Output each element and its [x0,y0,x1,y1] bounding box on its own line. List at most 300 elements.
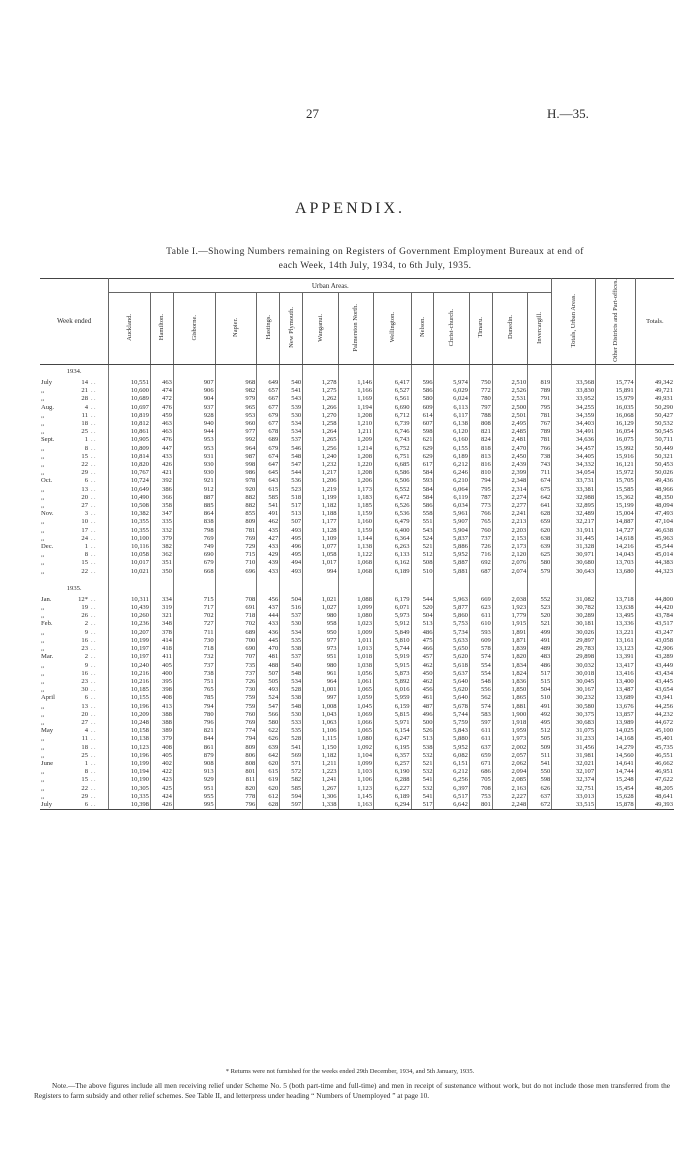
day-cell: 6 [84,694,89,702]
value-cell: 977 [215,428,257,436]
value-cell: 1,182 [303,502,338,510]
value-cell: 475 [411,637,434,645]
value-cell: 921 [173,477,215,485]
table-row [40,551,674,559]
value-cell: 462 [411,678,434,686]
value-cell: 44,672 [654,718,673,726]
value-cell: 766 [528,445,552,453]
value-cell: 15,248 [596,776,636,784]
value-cell: 6,155 [434,445,469,453]
value-cell: 1,150 [303,744,338,752]
value-cell: 951 [303,653,338,661]
value-cell: 6,506 [374,477,412,485]
value-cell: 14,641 [596,760,636,768]
value-cell: 15,916 [596,453,636,461]
value-cell: 982 [215,387,257,395]
value-cell: 43,058 [654,636,673,644]
value-cell: 645 [257,469,280,477]
value-cell: 435 [257,527,280,535]
table-row [40,379,674,387]
value-cell: 44,383 [654,559,673,567]
value-cell: 13,703 [596,559,636,567]
value-cell: 538 [280,694,303,702]
value-cell: 626 [528,785,552,793]
value-cell: 6,357 [374,752,412,760]
leader-dots: . . [90,420,109,428]
month-cell: ,, [41,677,45,685]
value-cell: 10,724 [109,477,151,485]
value-cell: 10,209 [109,711,151,719]
value-cell: 10,185 [109,686,151,694]
value-cell: 49,436 [654,477,673,485]
value-cell: 614 [411,412,434,420]
month-cell: July [40,801,67,810]
value-cell: 597 [469,719,492,727]
leader-dots: . . [90,645,109,653]
value-cell: 50,532 [654,420,673,428]
value-cell: 49,721 [654,387,673,395]
value-cell: 669 [469,596,492,604]
value-cell: 6,029 [434,387,469,395]
caption-line-1: Table I.—Showing Numbers remaining on Registers of Government Employment Bureaux at end of [166,247,584,257]
value-cell: 6,690 [374,404,412,412]
month-cell: ,, [41,604,45,612]
leader-dots: . . [90,735,109,743]
value-cell: 1,185 [338,502,373,510]
value-cell: 5,618 [434,662,469,670]
value-cell: 5,744 [434,711,469,719]
value-cell: 1,900 [492,711,527,719]
value-cell: 702 [215,620,257,628]
value-cell: 6,552 [374,486,412,494]
value-cell: 6,288 [374,776,412,784]
value-cell: 1,262 [303,395,338,403]
value-cell: 571 [280,760,303,768]
value-cell: 907 [173,379,215,387]
value-cell: 551 [411,518,434,526]
value-cell: 48,966 [654,485,673,493]
value-cell: 14,168 [596,735,636,743]
value-cell: 995 [173,801,215,810]
value-cell: 1,973 [492,735,527,743]
value-cell: 1,959 [492,727,527,735]
town-header-nelson: Nelson. [411,293,434,365]
value-cell: 5,904 [434,527,469,535]
value-cell: 34,255 [552,404,596,412]
value-cell: 6,120 [434,428,469,436]
value-cell: 46,551 [654,751,673,759]
day-cell: 17 [81,526,89,534]
value-cell: 940 [173,420,215,428]
value-cell: 1,182 [303,752,338,760]
value-cell: 913 [173,768,215,776]
value-cell: 977 [303,637,338,645]
value-cell: 2,163 [492,785,527,793]
value-cell: 50,026 [654,469,673,477]
value-cell: 424 [150,793,173,801]
value-cell: 855 [215,510,257,518]
day-cell: 12* [78,595,89,603]
value-cell: 5,753 [434,620,469,628]
value-cell: 968 [215,379,257,387]
leader-dots: . . [90,559,109,567]
value-cell: 593 [469,629,492,637]
value-cell: 462 [411,662,434,670]
value-cell: 30,971 [552,551,596,559]
day-cell: 22 [81,567,89,575]
day-cell: 9 [84,628,89,636]
value-cell: 10,197 [109,653,151,661]
value-cell: 433 [257,568,280,576]
value-cell: 585 [257,494,280,502]
value-cell: 1,208 [338,453,373,461]
value-cell: 6,712 [374,412,412,420]
value-cell: 50,290 [654,403,673,411]
value-cell: 10,248 [109,719,151,727]
month-cell: Mar. [41,653,54,661]
table-row [40,453,674,461]
value-cell: 552 [528,596,552,604]
value-cell: 671 [469,760,492,768]
leader-dots: . . [90,760,109,768]
value-cell: 6,160 [434,436,469,444]
value-cell: 2,526 [492,387,527,395]
value-cell: 597 [280,801,303,810]
value-cell: 544 [280,469,303,477]
value-cell: 2,074 [492,568,527,576]
table-row [40,518,674,526]
value-cell: 626 [257,735,280,743]
value-cell: 700 [215,637,257,645]
value-cell: 10,439 [109,604,151,612]
value-cell: 413 [150,703,173,711]
value-cell: 556 [469,686,492,694]
value-cell: 690 [215,645,257,653]
value-cell: 973 [303,645,338,653]
value-cell: 751 [173,678,215,686]
value-cell: 348 [150,620,173,628]
value-cell: 760 [215,711,257,719]
value-cell: 10,812 [109,420,151,428]
value-cell: 677 [257,420,280,428]
value-cell: 5,919 [374,653,412,661]
value-cell: 639 [257,744,280,752]
leader-dots: . . [90,604,109,612]
value-cell: 15,705 [596,477,636,485]
leader-dots: . . [90,785,109,793]
value-cell: 953 [173,445,215,453]
value-cell: 10,207 [109,629,151,637]
value-cell: 1,820 [492,653,527,661]
value-cell: 637 [528,793,552,801]
value-cell: 10,814 [109,453,151,461]
value-cell: 388 [150,719,173,727]
value-cell: 422 [150,768,173,776]
value-cell: 6,119 [434,494,469,502]
value-cell: 649 [257,379,280,387]
value-cell: 5,961 [434,510,469,518]
value-cell: 5,886 [434,543,469,551]
value-cell: 362 [150,551,173,559]
value-cell: 495 [280,551,303,559]
value-cell: 548 [280,453,303,461]
day-cell: 4 [84,403,89,411]
table-row [40,395,674,403]
value-cell: 50,427 [654,411,673,419]
month-cell: ,, [41,776,45,784]
value-cell: 495 [280,535,303,543]
value-cell: 1,001 [303,686,338,694]
value-cell: 2,495 [492,420,527,428]
value-cell: 1,122 [338,551,373,559]
value-cell: 532 [411,752,434,760]
value-cell: 6,685 [374,461,412,469]
value-cell: 382 [150,543,173,551]
value-cell: 811 [215,776,257,784]
value-cell: 702 [173,612,215,620]
value-cell: 491 [528,637,552,645]
value-cell: 1,080 [338,612,373,620]
value-cell: 6,082 [434,752,469,760]
leader-dots: . . [90,518,109,526]
value-cell: 13,689 [596,694,636,702]
value-cell: 821 [173,727,215,735]
value-cell: 517 [280,502,303,510]
value-cell: 10,861 [109,428,151,436]
value-cell: 392 [150,477,173,485]
value-cell: 572 [280,768,303,776]
table-row [40,404,674,412]
value-cell: 780 [173,711,215,719]
value-cell: 45,014 [654,551,673,559]
value-cell: 1,206 [338,477,373,485]
value-cell: 388 [150,711,173,719]
value-cell: 978 [215,477,257,485]
value-cell: 425 [150,785,173,793]
value-cell: 780 [469,395,492,403]
leader-dots: . . [90,535,109,543]
value-cell: 493 [280,568,303,576]
value-cell: 400 [150,670,173,678]
value-cell: 5,873 [374,670,412,678]
value-cell: 456 [411,686,434,694]
value-cell: 543 [280,395,303,403]
value-cell: 33,731 [552,477,596,485]
value-cell: 1,145 [338,793,373,801]
value-cell: 612 [257,793,280,801]
leader-dots: . . [90,596,109,604]
value-cell: 687 [469,568,492,576]
value-cell: 1,834 [492,662,527,670]
value-cell: 2,057 [492,752,527,760]
value-cell: 45,100 [654,727,673,735]
value-cell: 554 [469,670,492,678]
table-row [40,568,674,576]
value-cell: 1,013 [338,645,373,653]
value-cell: 548 [280,670,303,678]
month-cell: ,, [41,526,45,534]
value-cell: 10,398 [109,801,151,810]
value-cell: 1,038 [338,662,373,670]
value-cell: 6,417 [374,379,412,387]
value-cell: 953 [215,412,257,420]
month-cell: Jan. [41,595,52,603]
value-cell: 334 [150,596,173,604]
value-cell: 386 [150,486,173,494]
value-cell: 5,620 [434,686,469,694]
value-cell: 476 [150,404,173,412]
value-cell: 639 [528,543,552,551]
value-cell: 6,189 [374,568,412,576]
value-cell: 769 [173,535,215,543]
value-cell: 1,210 [338,420,373,428]
value-cell: 1,104 [338,752,373,760]
value-cell: 34,457 [552,445,596,453]
leader-dots: . . [90,543,109,551]
value-cell: 668 [173,568,215,576]
value-cell: 931 [173,453,215,461]
value-cell: 980 [303,612,338,620]
value-cell: 965 [215,404,257,412]
month-cell: ,, [41,792,45,800]
value-cell: 45,735 [654,743,673,751]
value-cell: 10,190 [109,776,151,784]
value-cell: 598 [528,776,552,784]
value-cell: 426 [150,801,173,810]
value-cell: 696 [215,568,257,576]
month-cell: ,, [41,559,45,567]
value-cell: 737 [215,670,257,678]
value-cell: 524 [257,694,280,702]
value-cell: 30,683 [552,719,596,727]
value-cell: 10,689 [109,395,151,403]
value-cell: 6,246 [434,469,469,477]
day-cell: 23 [81,645,89,653]
value-cell: 908 [173,760,215,768]
value-cell: 610 [469,620,492,628]
leader-dots: . . [90,404,109,412]
table-row [40,776,674,784]
value-cell: 2,501 [492,412,527,420]
leader-dots: . . [90,776,109,784]
value-cell: 30,375 [552,711,596,719]
value-cell: 14,025 [596,727,636,735]
value-cell: 620 [257,760,280,768]
value-cell: 789 [528,428,552,436]
value-cell: 358 [150,502,173,510]
value-cell: 710 [215,559,257,567]
value-cell: 1,144 [338,535,373,543]
value-cell: 1,159 [338,527,373,535]
value-cell: 530 [280,620,303,628]
value-cell: 795 [469,486,492,494]
value-cell: 513 [280,510,303,518]
table-row [40,469,674,477]
value-cell: 48,205 [654,784,673,792]
value-cell: 351 [150,559,173,567]
value-cell: 433 [257,620,280,628]
value-cell: 950 [303,629,338,637]
day-cell: 2 [84,653,89,661]
value-cell: 628 [528,510,552,518]
day-cell: 1 [84,543,89,551]
value-cell: 629 [411,453,434,461]
value-cell: 408 [150,694,173,702]
leader-dots: . . [90,461,109,469]
value-cell: 795 [528,404,552,412]
value-cell: 6,210 [434,477,469,485]
value-cell: 550 [528,768,552,776]
value-cell: 10,809 [109,445,151,453]
value-cell: 33,381 [552,486,596,494]
value-cell: 32,988 [552,494,596,502]
value-cell: 44,800 [654,595,673,603]
value-cell: 476 [150,436,173,444]
value-cell: 1,779 [492,612,527,620]
value-cell: 15,585 [596,486,636,494]
value-cell: 15,878 [596,801,636,810]
value-cell: 5,744 [374,645,412,653]
value-cell: 34,403 [552,420,596,428]
value-cell: 5,912 [374,620,412,628]
value-cell: 1,069 [338,711,373,719]
month-cell: ,, [41,493,45,501]
month-cell: ,, [41,735,45,743]
value-cell: 708 [215,596,257,604]
value-cell: 16,035 [596,404,636,412]
value-cell: 43,517 [654,620,673,628]
value-cell: 504 [280,596,303,604]
value-cell: 778 [215,793,257,801]
table-body [40,365,674,810]
value-cell: 15,774 [596,379,636,387]
value-cell: 738 [173,670,215,678]
month-cell: Oct. [41,477,53,485]
value-cell: 1,009 [338,629,373,637]
value-cell: 543 [411,527,434,535]
value-cell: 2,120 [492,551,527,559]
leader-dots: . . [90,719,109,727]
value-cell: 620 [257,785,280,793]
value-cell: 31,233 [552,735,596,743]
day-cell: 19 [81,604,89,612]
table-row [40,703,674,711]
value-cell: 548 [280,703,303,711]
value-cell: 43,784 [654,612,673,620]
value-cell: 1,214 [338,445,373,453]
value-cell: 49,931 [654,395,673,403]
value-cell: 49,342 [654,379,673,386]
value-cell: 964 [215,445,257,453]
value-cell: 980 [303,662,338,670]
value-cell: 13,857 [596,711,636,719]
note-paragraph: Note.—The above figures include all men receiving relief under Scheme No. 5 (both part-time and full-time) and men in receipt of sustenance without work, but do not include those men transferred from the Registers to farm subsidy and other relief schemes. See Table II, and letterpress under heading “ Numbers of Unemployed ” at page 10. [34,1081,670,1100]
month-cell: ,, [41,428,45,436]
value-cell: 13,989 [596,719,636,727]
value-cell: 538 [280,645,303,653]
value-cell: 13,718 [596,596,636,604]
value-cell: 1,918 [492,719,527,727]
value-cell: 5,759 [434,719,469,727]
value-cell: 819 [528,379,552,387]
value-cell: 1,065 [338,727,373,735]
urban-areas-header: Urban Areas. [109,279,552,293]
value-cell: 5,640 [434,678,469,686]
day-cell: 9 [84,661,89,669]
value-cell: 418 [150,645,173,653]
value-cell: 537 [280,653,303,661]
value-cell: 726 [469,543,492,551]
